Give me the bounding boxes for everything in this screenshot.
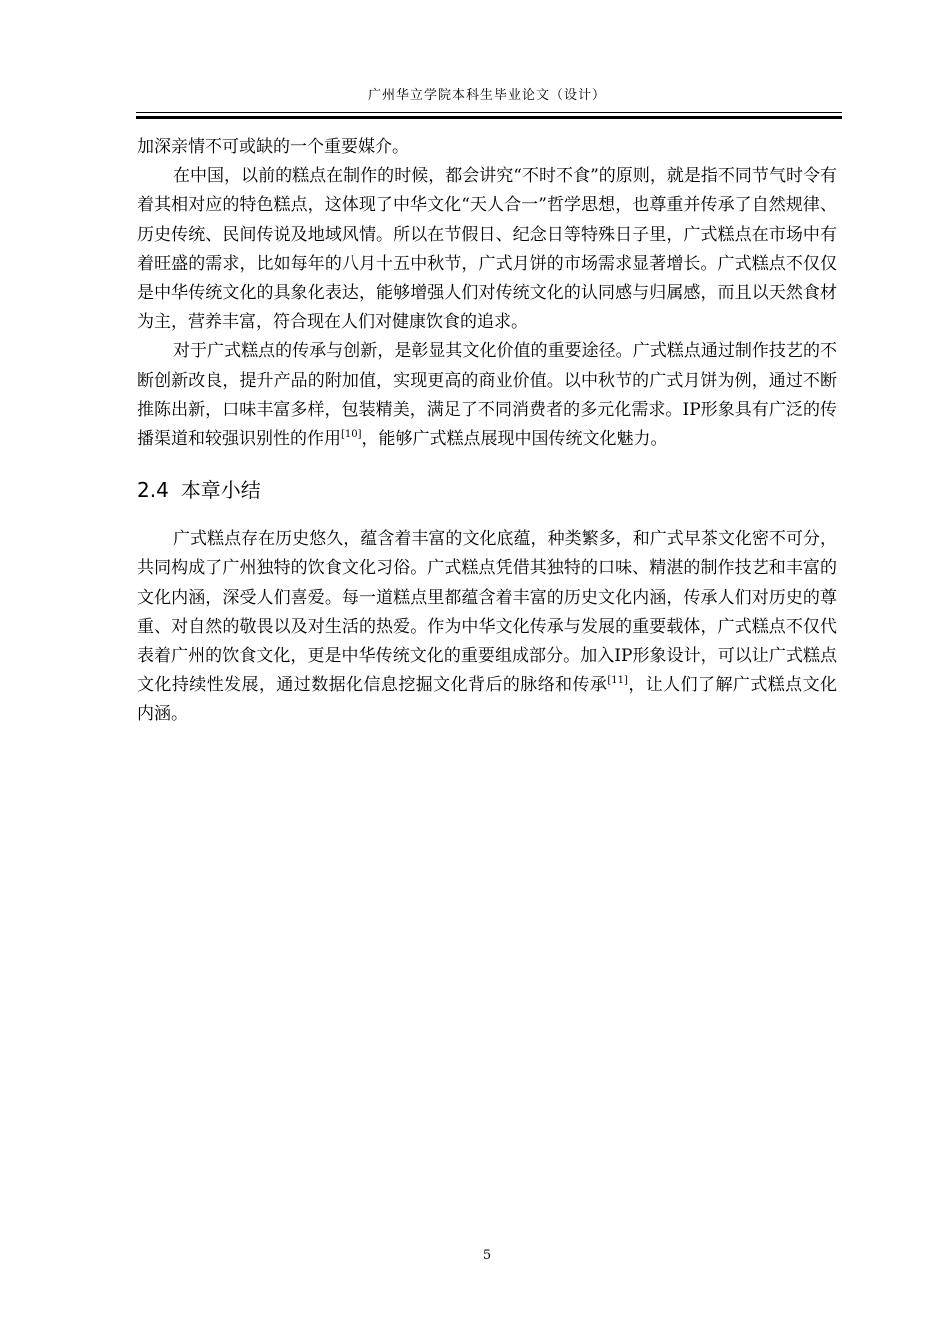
- section-heading: [137, 472, 837, 508]
- running-header: 广州华立学院本科生毕业论文（设计）: [367, 88, 606, 103]
- citation-11: [11]: [607, 675, 628, 687]
- paragraph-text: 广式糕点存在历史悠久，蕴含着丰富的文化底蕴，种类繁多，和广式早茶文化密不可分，共同构成了广州独特的饮食文化习俗。广式糕点凭借其独特的口味、精湛的制作技艺和丰富的文化内涵，深受人们喜爱。每一道糕点里都蕴含着丰富的历史文化内涵，传承人们对历史的尊重、对自然的敬畏以及对生活的热爱。作为中华文化传承与发展的重要载体，广式糕点不仅代表着广州的饮食文化，更是中华传统文化的重要组成部分。加入IP形象设计，可以让广式糕点文化持续性发展，通过数据化信息挖掘文化背后的脉络和传承: [137, 529, 837, 696]
- paragraph-chapter-summary: [137, 525, 837, 729]
- citation-10: [10]: [341, 429, 362, 441]
- section-number: 2.4: [137, 478, 169, 503]
- paragraph-continuation: 加深亲情不可或缺的一个重要媒介。: [137, 137, 409, 157]
- paragraph-seasonal-pastries: 在中国，以前的糕点在制作的时候，都会讲究“不时不食”的原则，就是指不同节气时令有着其相对应的特色糕点，这体现了中华文化“天人合一”哲学思想，也尊重并传承了自然规律、历史传统、民间传说及地域风情。所以在节假日、纪念日等特殊日子里，广式糕点在市场中有着旺盛的需求，比如每年的八月十五中秋节，广式月饼的市场需求显著增长。广式糕点不仅仅是中华传统文化的具象化表达，能够增强人们对传统文化的认同感与归属感，而且以天然食材为主，营养丰富，符合现在人们对健康饮食的追求。: [137, 166, 837, 333]
- paragraph-text: 对于广式糕点的传承与创新，是彰显其文化价值的重要途径。广式糕点通过制作技艺的不断创新改良，提升产品的附加值，实现更高的商业价值。以中秋节的广式月饼为例，通过不断推陈出新，口味丰富多样，包装精美，满足了不同消费者的多元化需求。IP形象具有广泛的传播渠道和较强识别性的作用: [137, 341, 837, 450]
- section-title: 本章小结: [180, 478, 261, 503]
- paragraph-inheritance-innovation: [137, 337, 837, 454]
- paragraph-text: ，让人们了解广式糕点文化内涵。: [137, 675, 838, 725]
- paragraph-text: ，能够广式糕点展现中国传统文化魅力。: [361, 429, 668, 450]
- page-number: 5: [482, 1248, 492, 1263]
- header-rule-thick: [136, 116, 842, 119]
- header-rule-thin: [136, 112, 842, 113]
- page-body: [137, 133, 837, 730]
- section-spacer: [137, 508, 837, 525]
